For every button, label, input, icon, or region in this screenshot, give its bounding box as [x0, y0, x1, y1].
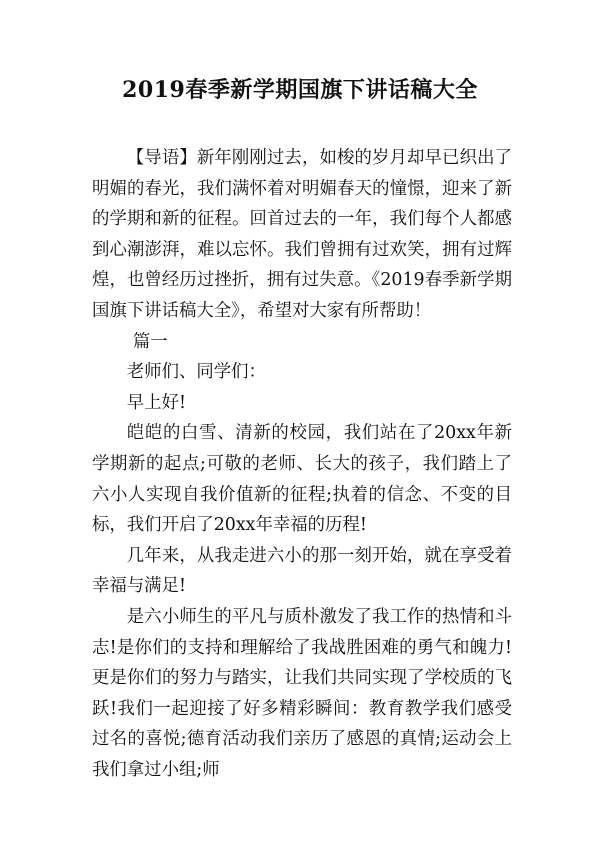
intro-paragraph: 【导语】新年刚刚过去，如梭的岁月却早已织出了明媚的春光，我们满怀着对明媚春天的憧憬，迎来了新的学期和新的征程。回首过去的一年，我们每个人都感到心潮澎湃，难以忘怀。我们曾拥有过欢笑，拥有过辉煌，也曾经历过挫折，拥有过失意。《2019春季新学期国旗下讲话稿大全》，希望对大家有所帮助！ — [92, 148, 512, 321]
section-heading: 篇一 — [132, 331, 168, 352]
salutation-paragraph: 老师们、同学们： — [126, 362, 266, 383]
document-title: 2019春季新学期国旗下讲话稿大全 — [122, 77, 478, 103]
greeting-paragraph: 早上好! — [126, 392, 186, 413]
document-body — [92, 143, 512, 785]
body-paragraph: 是六小师生的平凡与质朴激发了我工作的热情和斗志!是你们的支持和理解给了我战胜困难的勇气和魄力!更是你们的努力与踏实，让我们共同实现了学校质的飞跃!我们一起迎接了好多精彩瞬间：教育教学我们感受过名的喜悦;德育活动我们亲历了感恩的真情;运动会上我们拿过小组;师 — [92, 606, 512, 780]
body-paragraph: 皑皑的白雪、清新的校园，我们站在了20xx年新学期新的起点;可敬的老师、长大的孩子，我们踏上了六小人实现自我价值新的征程;执着的信念、不变的目标，我们开启了20xx年幸福的历程! — [92, 423, 512, 536]
body-paragraph: 几年来，从我走进六小的那一刻开始，就在享受着幸福与满足! — [92, 545, 512, 597]
